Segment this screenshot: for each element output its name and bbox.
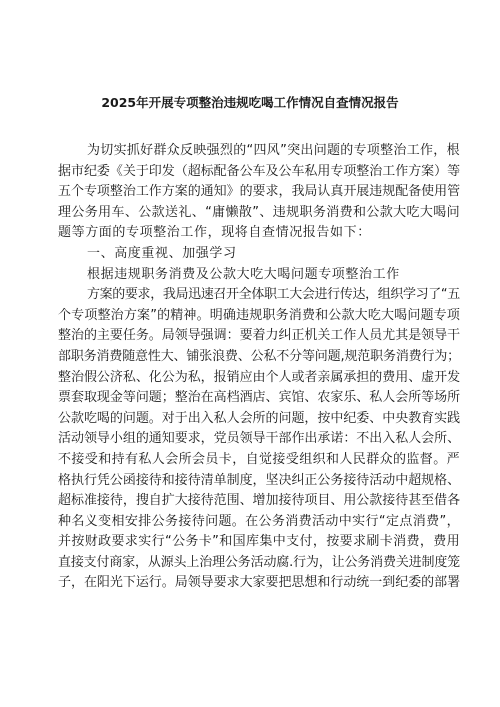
body-line: 种名义变相安排公务接待问题。在公务消费活动中实行“定点消费”， xyxy=(58,513,460,529)
body-line: 方案的要求，我局迅速召开全体职工大会进行传达，组织学习了“五 xyxy=(87,287,460,303)
body-line: 部职务消费随意性大、铺张浪费、公私不分等问题,规范职务消费行为； xyxy=(58,348,460,364)
body-line: 整治的主要任务。局领导强调：要着力纠正机关工作人员尤其是领导干 xyxy=(58,328,460,344)
body-line: 直接支付商家，从源头上治理公务活动腐.行为，让公务消费关进制度笼 xyxy=(58,554,460,570)
body-line: 为切实抓好群众反映强烈的“四风”突出问题的专项整治工作，根 xyxy=(87,143,460,158)
body-line: 超标准接待，搜自扩大接待范围、增加接待项目、用公款接待甚至借各 xyxy=(58,493,460,509)
body-line: 公款吃喝的问题。对于出入私人会所的问题，按中纪委、中央教育实践 xyxy=(58,410,460,426)
body-line: 据市纪委《关于印发（超标配备公车及公车私用专项整治工作方案）等 xyxy=(58,163,460,179)
body-line: 个专项整治方案”的精神。明确违规职务消费和公款大吃大喝问题专项 xyxy=(58,307,460,323)
body-line: 格执行凭公函接待和接待清单制度，坚决纠正公务接待活动中超规格、 xyxy=(58,472,460,488)
body-line: 整治假公济私、化公为私，报销应由个人或者亲属承担的费用、虚开发 xyxy=(58,369,460,385)
body-line: 票套取现金等问题；整治在高档酒店、宾馆、农家乐、私人会所等场所 xyxy=(58,390,460,406)
document-body xyxy=(58,141,460,594)
body-line: 题等方面的专项整治工作，现将自查情况报告如下： xyxy=(58,225,371,241)
body-line: 一、高度重视、加强学习 xyxy=(87,245,237,261)
body-line: 子，在阳光下运行。局领导要求大家要把思想和行动统一到纪委的部署 xyxy=(58,575,460,591)
body-line: 不接受和持有私人会所会员卡，自觉接受组织和人民群众的监督。严 xyxy=(58,451,460,467)
document-title: 2025年开展专项整治违规吃喝工作情况自查情况报告 xyxy=(101,95,399,110)
body-line: 五个专项整治工作方案的通知》的要求，我局认真开展违规配备使用管 xyxy=(58,184,460,200)
body-line: 根据违规职务消费及公款大吃大喝问题专项整治工作 xyxy=(87,266,400,282)
body-line: 活动领导小组的通知要求，党员领导干部作出承诺：不出入私人会所、 xyxy=(58,431,460,447)
body-line: 理公务用车、公款送礼、“庸懒散”、违规职务消费和公款大吃大喝问 xyxy=(58,204,460,220)
body-line: 并按财政要求实行“公务卡”和国库集中支付，按要求刷卡消费，费用 xyxy=(58,534,460,550)
